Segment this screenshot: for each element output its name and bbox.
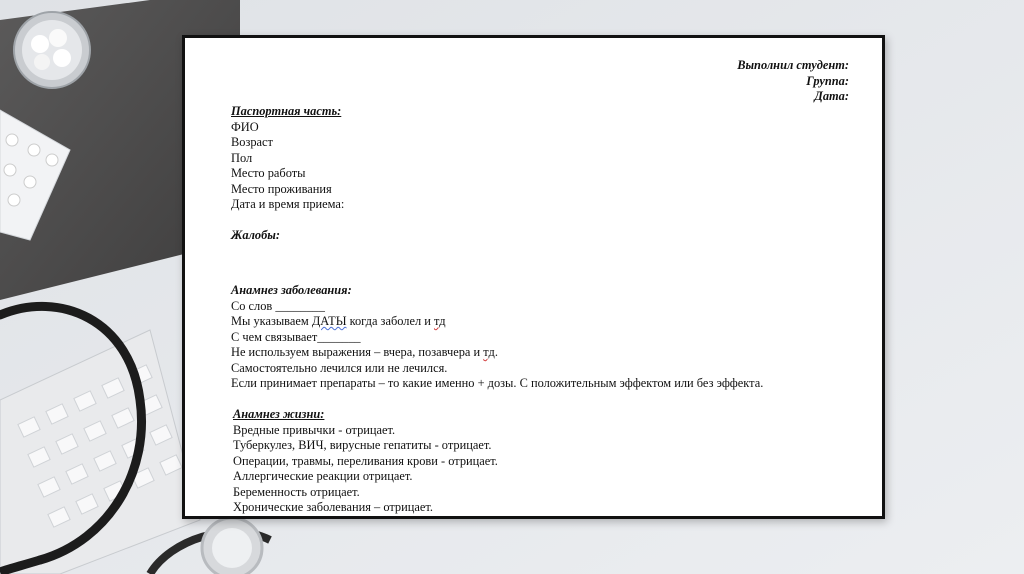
life-item: Хронические заболевания – отрицает. <box>233 500 433 514</box>
date-label: Дата: <box>814 89 849 103</box>
anamnesis-disease-heading: Анамнез заболевания: <box>231 283 352 297</box>
life-item: Туберкулез, ВИЧ, вирусные гепатиты - отрицает. <box>233 438 492 452</box>
anamnesis-life-heading: Анамнез жизни: <box>233 407 325 421</box>
disease-line: Если принимает препараты – то какие именно + дозы. С положительным эффектом или без эффекта. <box>231 376 764 390</box>
group-label: Группа: <box>806 73 849 88</box>
disease-line: Мы указываем ДАТЫ когда заболел и тд <box>231 314 446 328</box>
disease-line: Со слов ________ <box>231 298 325 313</box>
student-label: Выполнил студент: <box>737 58 849 72</box>
passport-item: Место работы <box>231 166 306 180</box>
header-block <box>737 58 849 105</box>
life-item: Операции, травмы, переливания крови - отрицает. <box>233 453 498 468</box>
document-page <box>182 35 885 519</box>
passport-item: Дата и время приема: <box>231 197 345 211</box>
life-item: Беременность отрицает. <box>233 484 360 499</box>
document-body <box>231 104 861 516</box>
glass-jar-decoration <box>14 12 90 88</box>
life-item: Аллергические реакции отрицает. <box>233 469 413 483</box>
passport-item: ФИО <box>231 119 259 134</box>
passport-item: Возраст <box>231 135 273 149</box>
complaints-heading: Жалобы: <box>231 228 281 242</box>
disease-line: Не используем выражения – вчера, позавчера и тд. <box>231 345 498 359</box>
disease-line: С чем связывает_______ <box>231 329 361 344</box>
passport-item: Место проживания <box>231 181 332 196</box>
life-item: Вредные привычки - отрицает. <box>233 422 396 437</box>
passport-heading: Паспортная часть: <box>231 104 342 118</box>
passport-item: Пол <box>231 150 253 165</box>
disease-line: Самостоятельно лечился или не лечился. <box>231 360 448 375</box>
